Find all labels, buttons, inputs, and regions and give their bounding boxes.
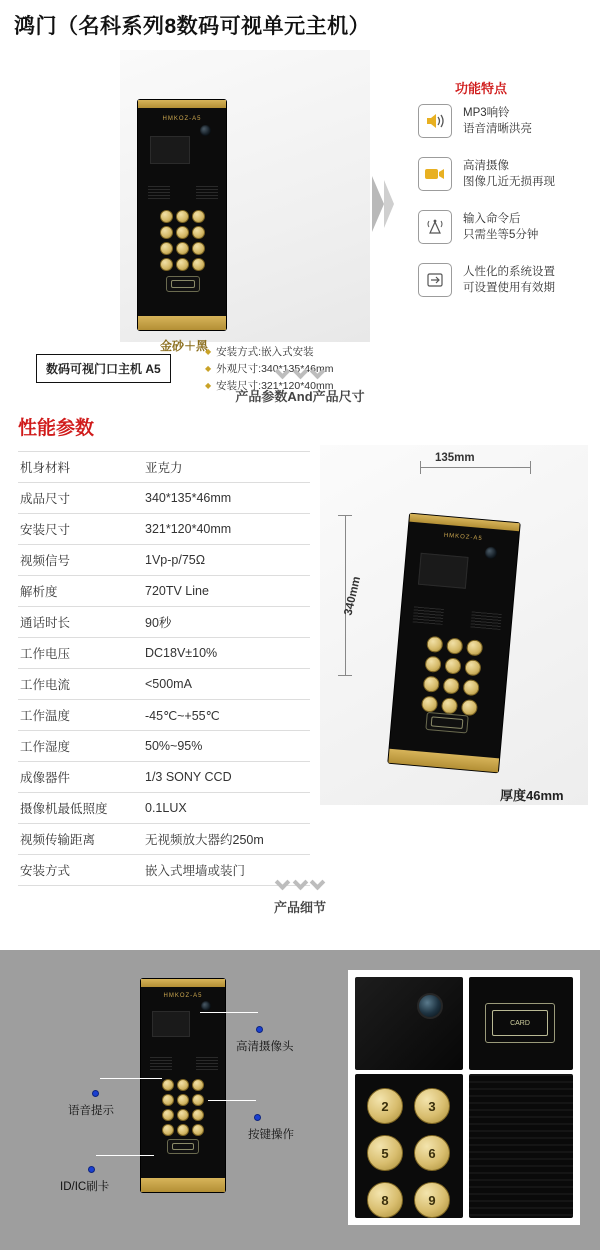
feature-line2: 语音清晰洪亮 xyxy=(463,123,532,135)
arrow-right-icon xyxy=(370,174,398,234)
dimension-width-label: 135mm xyxy=(435,452,475,464)
params-section xyxy=(0,405,600,878)
callout-keys: 按键操作 xyxy=(248,1129,294,1141)
feature-item-mp3 xyxy=(418,104,593,138)
speaker-grill-right xyxy=(196,1057,218,1070)
device-top-cap xyxy=(141,979,225,987)
speaker-grill-left xyxy=(150,1057,172,1070)
keypad-key xyxy=(162,1124,174,1136)
dimension-line-width xyxy=(420,467,530,468)
table-row xyxy=(18,514,310,545)
callout-dot-keys xyxy=(254,1114,261,1121)
camera-lens-icon xyxy=(484,546,497,559)
settings-icon xyxy=(418,263,452,297)
param-key: 工作温度 xyxy=(18,700,123,731)
leader-line-card xyxy=(96,1155,154,1156)
keypad-key xyxy=(424,656,441,673)
param-value: 嵌入式埋墙或装门 xyxy=(123,855,310,886)
camera-lens-icon xyxy=(417,993,443,1019)
param-value: 50%~95% xyxy=(123,731,310,762)
speaker-grill-right xyxy=(470,611,501,630)
dimension-tick xyxy=(338,515,352,516)
keypad-key xyxy=(192,1124,204,1136)
feature-text xyxy=(463,211,538,243)
feature-item-settings xyxy=(418,263,593,297)
device-keypad xyxy=(421,636,483,717)
product-device-details xyxy=(140,978,226,1193)
leader-line-voice xyxy=(100,1078,162,1079)
param-value: 亚克力 xyxy=(123,452,310,483)
device-top-cap xyxy=(409,514,519,532)
speaker-icon xyxy=(418,104,452,138)
card-reader-zone xyxy=(167,1139,199,1154)
param-key: 机身材料 xyxy=(18,452,123,483)
keypad-key: 2 xyxy=(367,1088,403,1124)
feature-text xyxy=(463,158,555,190)
keypad-key xyxy=(423,676,440,693)
leader-line-camera xyxy=(200,1012,258,1013)
table-row xyxy=(18,483,310,514)
detail-keypad xyxy=(367,1088,450,1218)
param-value: 321*120*40mm xyxy=(123,514,310,545)
hero-spec-item: ◆ 外观尺寸:340*135*46mm xyxy=(205,361,333,378)
card-reader-label: CARD xyxy=(492,1010,548,1036)
detail-photo-card xyxy=(469,977,573,1070)
section-label-details: 产品细节 xyxy=(273,900,326,915)
hero-spec-item: ◆ 安装尺寸:321*120*40mm xyxy=(205,378,333,395)
param-key: 安装方式 xyxy=(18,855,123,886)
device-brand-text: HMKOZ-A5 xyxy=(163,993,203,999)
keypad-key xyxy=(464,659,481,676)
param-key: 工作湿度 xyxy=(18,731,123,762)
keypad-key xyxy=(192,242,205,255)
dimension-thickness-label: 厚度46mm xyxy=(500,788,564,803)
device-bottom-cap xyxy=(141,1178,225,1192)
param-key: 解析度 xyxy=(18,576,123,607)
model-label: 数码可视门口主机 A5 xyxy=(36,354,171,383)
keypad-key xyxy=(176,226,189,239)
params-table xyxy=(18,451,310,886)
feature-line1: MP3响铃 xyxy=(463,107,510,119)
keypad-key xyxy=(426,636,443,653)
hero-section xyxy=(0,44,600,392)
keypad-key: 9 xyxy=(414,1182,450,1218)
feature-line1: 高清摄像 xyxy=(463,160,509,172)
param-key: 摄像机最低照度 xyxy=(18,793,123,824)
detail-photo-keys xyxy=(355,1074,463,1218)
keypad-key xyxy=(160,226,173,239)
speaker-grill-left xyxy=(413,606,444,625)
chevron-down-icon xyxy=(310,875,326,891)
features-list xyxy=(418,104,593,316)
param-key: 成品尺寸 xyxy=(18,483,123,514)
detail-photo-speaker xyxy=(469,1074,573,1218)
keypad-key xyxy=(176,258,189,271)
param-value: 720TV Line xyxy=(123,576,310,607)
device-screen xyxy=(150,136,190,164)
dimension-tick xyxy=(530,461,531,474)
camera-lens-icon xyxy=(200,125,211,136)
keypad-key xyxy=(160,210,173,223)
params-title: 性能参数 xyxy=(18,418,95,439)
keypad-key xyxy=(461,699,478,716)
keypad-key xyxy=(177,1124,189,1136)
param-key: 成像器件 xyxy=(18,762,123,793)
table-row xyxy=(18,638,310,669)
device-screen xyxy=(418,553,469,589)
card-reader-zone xyxy=(485,1003,555,1043)
feature-item-camera xyxy=(418,157,593,191)
param-value: -45℃~+55℃ xyxy=(123,700,310,731)
card-reader-inner xyxy=(171,280,195,288)
dimension-tick xyxy=(338,675,352,676)
feature-line2: 只需坐等5分钟 xyxy=(463,229,539,241)
feature-item-command xyxy=(418,210,593,244)
param-key: 视频信号 xyxy=(18,545,123,576)
keypad-key: 8 xyxy=(367,1182,403,1218)
detail-photo-grid xyxy=(348,970,580,1225)
param-key: 安装尺寸 xyxy=(18,514,123,545)
keypad-key xyxy=(192,226,205,239)
keypad-key: 6 xyxy=(414,1135,450,1171)
param-key: 视频传输距离 xyxy=(18,824,123,855)
table-row xyxy=(18,731,310,762)
page-title: 鸿门（名科系列8数码可视单元主机） xyxy=(14,15,371,38)
keypad-key xyxy=(443,677,460,694)
feature-text xyxy=(463,264,555,296)
dimension-tick xyxy=(420,461,421,474)
detail-photo-camera xyxy=(355,977,463,1070)
card-reader-inner xyxy=(431,716,464,729)
card-reader-zone xyxy=(166,276,200,292)
table-row xyxy=(18,855,310,886)
details-section xyxy=(0,950,600,1250)
feature-line1: 输入命令后 xyxy=(463,213,521,225)
table-row xyxy=(18,700,310,731)
table-row xyxy=(18,669,310,700)
keypad-key: 5 xyxy=(367,1135,403,1171)
device-bottom-cap xyxy=(388,749,499,773)
keypad-key xyxy=(444,657,461,674)
param-value: 1Vp-p/75Ω xyxy=(123,545,310,576)
device-keypad xyxy=(160,210,205,271)
table-row xyxy=(18,607,310,638)
keypad-key xyxy=(177,1079,189,1091)
callout-dot-voice xyxy=(92,1090,99,1097)
feature-line2: 可设置使用有效期 xyxy=(463,282,555,294)
speaker-grill-right xyxy=(196,186,218,200)
feature-text xyxy=(463,105,532,137)
features-title: 功能特点 xyxy=(455,81,508,96)
speaker-grill-left xyxy=(148,186,170,200)
hero-spec-item: ◆ 安装方式:嵌入式安装 xyxy=(205,344,333,361)
keypad-key xyxy=(162,1109,174,1121)
param-value: 340*135*46mm xyxy=(123,483,310,514)
keypad-key xyxy=(176,242,189,255)
keypad-key xyxy=(177,1109,189,1121)
keypad-key xyxy=(192,210,205,223)
keypad-key xyxy=(192,1109,204,1121)
keypad-key xyxy=(177,1094,189,1106)
keypad-key xyxy=(446,637,463,654)
keypad-key xyxy=(192,258,205,271)
device-bottom-cap xyxy=(138,316,226,330)
param-value: 90秒 xyxy=(123,607,310,638)
device-top-cap xyxy=(138,100,226,108)
param-key: 通话时长 xyxy=(18,607,123,638)
dimension-panel xyxy=(320,445,588,805)
dimension-height-label: 340mm xyxy=(342,575,364,617)
device-brand-text: HMKOZ-A5 xyxy=(162,116,202,122)
param-value: DC18V±10% xyxy=(123,638,310,669)
keypad-key: 3 xyxy=(414,1088,450,1124)
product-device-front xyxy=(137,99,227,331)
keypad-key xyxy=(466,639,483,656)
device-screen xyxy=(152,1011,190,1037)
param-key: 工作电流 xyxy=(18,669,123,700)
finish-caption: 金砂＋黑 xyxy=(159,339,208,353)
card-reader-zone xyxy=(425,712,468,734)
table-row xyxy=(18,545,310,576)
device-keypad xyxy=(162,1079,204,1136)
device-brand-text: HMKOZ-A5 xyxy=(443,532,483,543)
camera-lens-icon xyxy=(201,1001,211,1011)
table-row xyxy=(18,793,310,824)
section-label-params: 产品参数And产品尺寸 xyxy=(235,389,365,404)
table-row xyxy=(18,762,310,793)
param-key: 工作电压 xyxy=(18,638,123,669)
keypad-key xyxy=(421,695,438,712)
keypad-key xyxy=(162,1094,174,1106)
keypad-key xyxy=(162,1079,174,1091)
keypad-key xyxy=(463,679,480,696)
feature-line1: 人性化的系统设置 xyxy=(463,266,555,278)
callout-camera: 高清摄像头 xyxy=(236,1041,294,1053)
keypad-key xyxy=(160,242,173,255)
keypad-key xyxy=(441,697,458,714)
antenna-icon xyxy=(418,210,452,244)
param-value: 1/3 SONY CCD xyxy=(123,762,310,793)
table-row xyxy=(18,576,310,607)
product-device-dimension xyxy=(387,513,521,774)
table-row xyxy=(18,824,310,855)
param-value: 无视频放大器约250m xyxy=(123,824,310,855)
callout-card: ID/IC刷卡 xyxy=(60,1181,110,1193)
keypad-key xyxy=(192,1079,204,1091)
camera-icon xyxy=(418,157,452,191)
param-value: 0.1LUX xyxy=(123,793,310,824)
leader-line-keys xyxy=(208,1100,256,1101)
keypad-key xyxy=(176,210,189,223)
param-value: <500mA xyxy=(123,669,310,700)
card-reader-inner xyxy=(172,1143,194,1150)
feature-line2: 图像几近无损再现 xyxy=(463,176,555,188)
callout-voice: 语音提示 xyxy=(68,1105,114,1117)
callout-dot-card xyxy=(88,1166,95,1173)
keypad-key xyxy=(160,258,173,271)
keypad-key xyxy=(192,1094,204,1106)
callout-dot-camera xyxy=(256,1026,263,1033)
table-row xyxy=(18,452,310,483)
